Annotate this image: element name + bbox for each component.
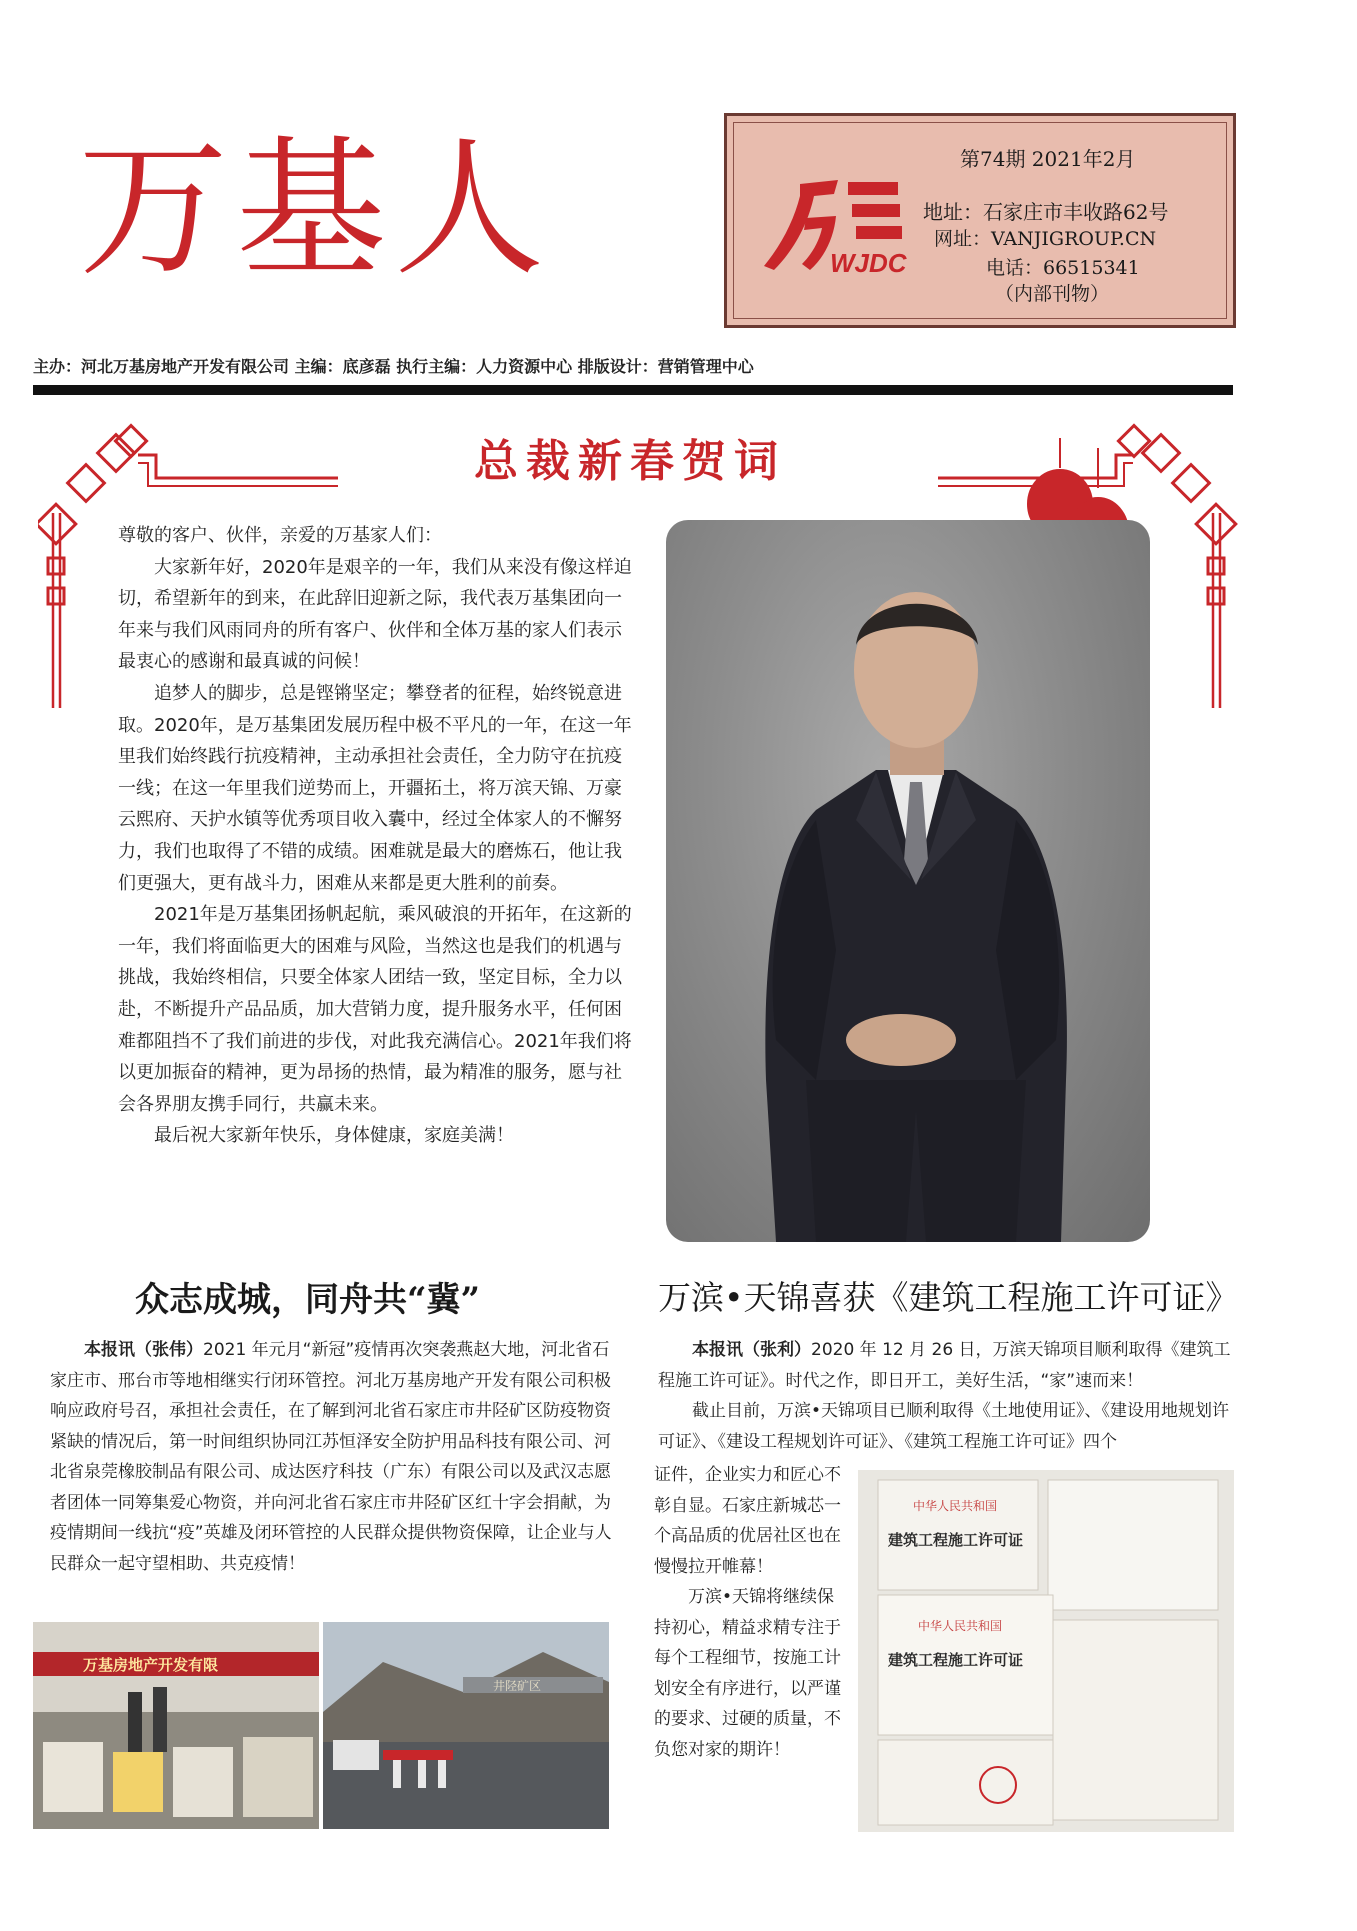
- photo2-sign-text: 井陉矿区: [493, 1679, 542, 1693]
- article-right-p3: 证件，企业实力和匠心不彰自显。石家庄新城芯一个高品质的优居社区也在慢慢拉开帷幕！: [654, 1465, 841, 1577]
- greeting-title: 总裁新春贺词: [474, 436, 786, 487]
- article-left-body: [50, 1335, 612, 1579]
- article-right-body-top: [658, 1335, 1233, 1457]
- photo1-banner-text: 万基房地产开发有限: [83, 1656, 219, 1674]
- salutation: 尊敬的客户、伙伴，亲爱的万基家人们：: [118, 525, 442, 546]
- masthead-title: 万基人: [78, 123, 553, 297]
- article-right-p2: 截止目前，万滨•天锦项目已顺利取得《土地使用证》、《建设用地规划许可证》、《建设工程规划许可证》、《建筑工程施工许可证》四个: [658, 1401, 1230, 1452]
- greeting-paragraph: 最后祝大家新年快乐，身体健康，家庭美满！: [154, 1125, 514, 1147]
- phone: 电话：66515341: [986, 257, 1140, 279]
- donation-photo-checkpoint: [323, 1622, 609, 1829]
- permit-title-2: 建筑工程施工许可证: [888, 1651, 1024, 1669]
- permit-header-1: 中华人民共和国: [913, 1499, 998, 1513]
- website: 网址：VANJIGROUP.CN: [934, 228, 1157, 250]
- article-right-p4: 万滨•天锦将继续保持初心，精益求精专注于每个工程细节，按施工计划安全有序进行，以严谨的要求、过硬的质量，不负您对家的期许！: [654, 1587, 841, 1760]
- wjdc-logo: [760, 172, 910, 282]
- article-right-body-narrow: [654, 1460, 844, 1765]
- issue-number: 第74期 2021年2月: [960, 147, 1136, 171]
- greeting-paragraph: 2021年是万基集团扬帆起航，乘风破浪的开拓年，在这新的一年，我们将面临更大的困难与风险，当然这也是我们的机遇与挑战，我始终相信，只要全体家人团结一致，坚定目标，全力以赴，不断提升产品品质，加大营销力度，提升服务水平，任何困难都阻挡不了我们前进的步伐，对此我充满信心。2021年我们将以更加振奋的精神，更为昂扬的热情，最为精准的服务，愿与社会各界朋友携手同行，共赢未来。: [118, 904, 632, 1115]
- greeting-letter: [118, 520, 638, 1152]
- article-left-byline: 本报讯（张伟）: [84, 1340, 203, 1360]
- credits-line: 主办：河北万基房地产开发有限公司 主编：底彦磊 执行主编：人力资源中心 排版设计：营销管理中心: [33, 357, 754, 376]
- permit-header-2: 中华人民共和国: [918, 1619, 1003, 1633]
- article-right-p1: 2020 年 12 月 26 日，万滨天锦项目顺利取得《建筑工程施工许可证》。时代之作，即日开工，美好生活，“家”速而来！: [658, 1340, 1231, 1391]
- article-left-text: 2021 年元月“新冠”疫情再次突袭燕赵大地，河北省石家庄市、邢台市等地相继实行闭环管控。河北万基房地产开发有限公司积极响应政府号召，承担社会责任，在了解到河北省石家庄市井陉矿区防疫物资紧缺的情况后，第一时间组织协同江苏恒泽安全防护用品科技有限公司、河北省泉莞橡胶制品有限公司、成达医疗科技（广东）有限公司以及武汉志愿者团体一同筹集爱心物资，并向河北省石家庄市井陉矿区红十字会捐献，为疫情期间一线抗“疫”英雄及闭环管控的人民群众提供物资保障，让企业与人民群众一起守望相助、共克疫情！: [50, 1340, 612, 1574]
- article-right-headline: 万滨•天锦喜获《建筑工程施工许可证》: [658, 1278, 1239, 1317]
- article-left-headline: 众志成城，同舟共“冀”: [135, 1280, 481, 1320]
- permit-title-1: 建筑工程施工许可证: [888, 1531, 1024, 1549]
- greeting-paragraph: 大家新年好，2020年是艰辛的一年，我们从来没有像这样迫切，希望新年的到来，在此辞旧迎新之际，我代表万基集团向一年来与我们风雨同舟的所有客户、伙伴和全体万基的家人们表示最衷心的感谢和最真诚的问候！: [118, 556, 632, 673]
- internal-note: （内部刊物）: [995, 283, 1110, 305]
- article-right-byline: 本报讯（张利）: [692, 1340, 811, 1360]
- president-portrait: [666, 520, 1150, 1242]
- greeting-paragraph: 追梦人的脚步，总是铿锵坚定；攀登者的征程，始终锐意进取。2020年，是万基集团发展历程中极不平凡的一年，在这一年里我们始终践行抗疫精神，主动承担社会责任，全力防守在抗疫一线；在这一年里我们逆势而上，开疆拓土，将万滨天锦、万豪云熙府、天护水镇等优秀项目收入囊中，经过全体家人的不懈努力，我们也取得了不错的成绩。困难就是最大的磨炼石，他让我们更强大，更有战斗力，困难从来都是更大胜利的前奏。: [118, 682, 632, 894]
- logo-wordmark: WJDC: [830, 248, 907, 278]
- address: 地址：石家庄市丰收路62号: [923, 200, 1169, 224]
- donation-photo-warehouse: [33, 1622, 319, 1829]
- construction-permit-photo: [858, 1470, 1234, 1832]
- header-divider: [33, 385, 1233, 395]
